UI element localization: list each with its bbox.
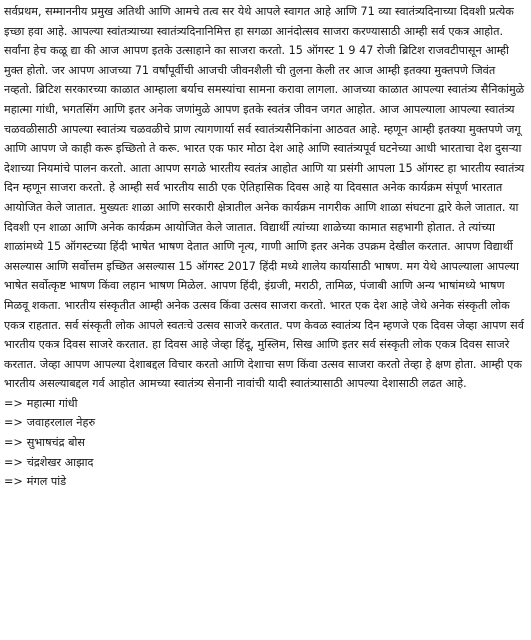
list-item-5 [4, 472, 525, 492]
list-item-3 [4, 433, 525, 453]
list-item-4 [4, 453, 525, 473]
leader-name: महात्मा गांधी [26, 396, 78, 410]
leader-name: मंगल पांडे [26, 475, 67, 489]
leader-name: चंद्रशेखर आझाद [26, 455, 94, 469]
arrow-marker: => [4, 416, 23, 430]
arrow-marker: => [4, 475, 23, 489]
arrow-marker: => [4, 436, 23, 450]
leader-name: सुभाषचंद्र बोस [26, 436, 85, 450]
list-item-1 [4, 394, 525, 414]
arrow-marker: => [4, 396, 23, 410]
article-paragraph: सर्वप्रथम, सम्माननीय प्रमुख अतिथी आणि आमचे तत्व सर येथे आपले स्वागत आहे आणि 71 व्या स्वातंत्र्यदिनाच्या दिवशी प्रत्येक इच्छा हवा आहे. आपल्या स्वांतत्र्याच्या स्वातंत्र्यदिनानिमित्त हा सगळा आनंदोत्सव साजरा करण्यासाठी आम्ही सर्व एकत्र आहोत. सर्वांना हेच कळू द्या की आज आपण इतके उत्साहाने का साजरा करतो. 15 ऑगस्ट 1 9 47 रोजी ब्रिटिश राजवटीपासून आम्ही मुक्त होतो. जर आपण आजच्या 71 वर्षांपूर्वीची आजची जीवनशैली ची तुलना केली तर आज आम्ही इतक्या मुक्तपणे जिवंत नव्हतो. ब्रिटिश सरकारच्या काळात आम्हाला बर्याच समस्यांचा सामना करावा लागला. आजच्या काळात आपल्या स्वातंत्र्य सैनिकांमुळे महात्मा गांधी, भगतसिंग आणि इतर अनेक जणांमुळे आपण इतके स्वतंत्र जीवन जगत आहोत. आज आपल्याला आपल्या स्वातंत्र्य चळवळीसाठी आपल्या स्वातंत्र्य चळवळीचे प्राण त्यागणार्या सर्व स्वातंत्र्यसैनिकांना आठवत आहे. म्हणून आम्ही इतक्या मुक्तपणे जगू आणि आपण जे काही करू इच्छितो ते करू. भारत एक फार मोठा देश आहे आणि स्वातंत्र्यपूर्व घटनेच्या आधी भारताचा देश दुसऱ्या देशाच्या नियमांचे पालन करतो. आता आपण सगळे भारतीय स्वतंत्र आहोत आणि या प्रसंगी आपला 15 ऑगस्ट हा भारतीय स्वातंत्र्य दिन म्हणून साजरा करतो. हे आम्ही सर्व भारतीय साठी एक ऐतिहासिक दिवस आहे या दिवसात अनेक कार्यक्रम संपूर्ण भारतात आयोजित केले जातात. मुख्यतः शाळा आणि सरकारी क्षेत्रातील अनेक कार्यक्रम नागरीक आणि शाळा संघटना द्वारे केले जातात. या दिवशी एन शाळा आणि अनेक कार्यक्रम आयोजित केले जातात. विद्यार्थी त्यांच्या शाळेच्या कामात सहभागी होतात. ते त्यांच्या शाळांमध्ये 15 ऑगस्टच्या हिंदी भाषेत भाषण देतात आणि नृत्य, गाणी आणि इतर अनेक उपक्रम देखील करतात. आपण विद्यार्थी असल्यास आणि सर्वोत्तम इच्छित असल्यास 15 ऑगस्ट 2017 हिंदी मध्ये शालेय कार्यासाठी भाषण. मग येथे आपल्याला आपल्या भाषेत सर्वोत्कृष्ट भाषण किंवा लहान भाषण मिळेल. आपण हिंदी, इंग्रजी, मराठी, तामिळ, पंजाबी आणि अन्य भाषांमध्ये भाषण मिळवू शकता. भारतीय संस्कृतीत आम्ही अनेक उत्सव किंवा उत्सव साजरा करतो. भारत एक देश आहे जेथे अनेक संस्कृती लोक एकत्र राहतात. सर्व संस्कृती लोक आपले स्वतःचे उत्सव साजरे करतात. पण केवळ स्वातंत्र्य दिन म्हणजे एक दिवस जेव्हा आपण सर्व भारतीय एकत्र दिवस साजरे करतात. हा दिवस आहे जेव्हा हिंदू, मुस्लिम, सिख आणि इतर सर्व संस्कृती लोक एकत्र दिवस साजरे करतात. जेव्हा आपण आपल्या देशाबद्दल विचार करतो आणि देशाचा सण किंवा उत्सव साजरा करतो तेव्हा हे क्षण होता. आम्ही एक भारतीय असल्याबद्दल गर्व आहोत आमच्या स्वातंत्र्य सेनानी नावांची यादी स्वातंत्र्यासाठी आपल्या देशासाठी लढत आहे. [4, 5, 525, 391]
list-item-2 [4, 413, 525, 433]
leader-name: जवाहरलाल नेहरु [26, 416, 96, 430]
arrow-marker: => [4, 455, 23, 469]
freedom-fighters-list [4, 394, 525, 492]
